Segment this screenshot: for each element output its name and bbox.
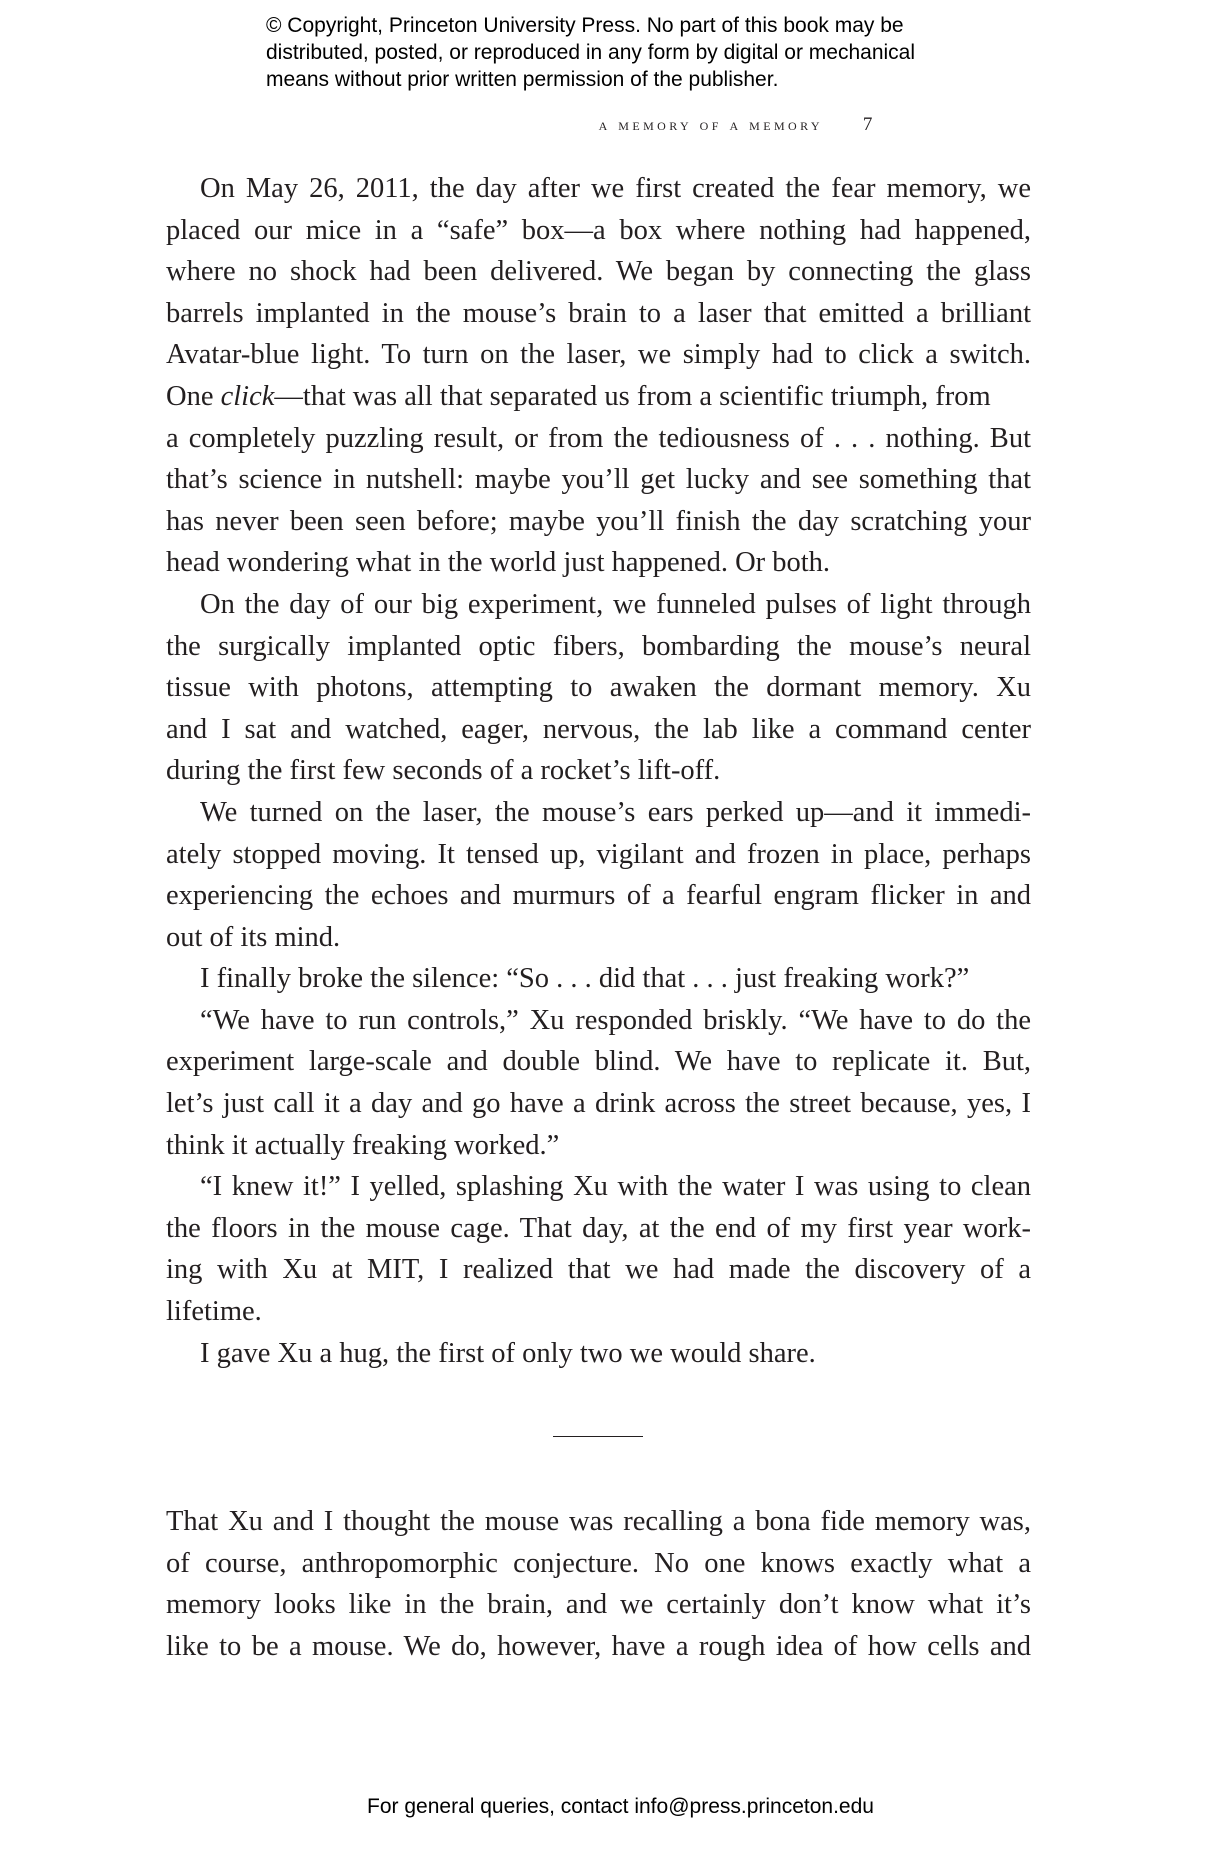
emphasis-click: click	[220, 380, 275, 412]
text-line: lifetime.	[166, 1296, 262, 1328]
footer	[0, 1795, 1225, 1819]
text-line: I gave Xu a hug, the first of only two we would share.	[200, 1337, 816, 1369]
text-line: a completely puzzling result, or from the tediousness of . . . nothing. But	[166, 422, 1031, 454]
text-line: where no shock had been delivered. We began by connecting the glass	[166, 256, 1031, 288]
text-line: the floors in the mouse cage. That day, at the end of my first year work-	[166, 1212, 1031, 1244]
text-line: let’s just call it a day and go have a drink across the street because, yes, I	[166, 1088, 1031, 1120]
page-number: 7	[862, 114, 873, 135]
text-line: Avatar-blue light. To turn on the laser, we simply had to click a switch.	[166, 339, 1031, 371]
footer-contact-text: For general queries, contact info@press.princeton.edu	[367, 1795, 874, 1818]
text-line: of course, anthropomorphic conjecture. No one knows exactly what a	[166, 1547, 1031, 1579]
running-head	[0, 114, 1225, 136]
text-segment: —that was all that separated us from a scientific triumph, from	[274, 380, 991, 412]
text-line: tissue with photons, attempting to awaken the dormant memory. Xu	[166, 672, 1031, 704]
text-line: ately stopped moving. It tensed up, vigilant and frozen in place, perhaps	[166, 838, 1031, 870]
body-text-section-2	[166, 1501, 1031, 1667]
copyright-line: distributed, posted, or reproduced in any form by digital or mechanical	[266, 41, 916, 64]
text-line: We turned on the laser, the mouse’s ears perked up—and it immedi-	[200, 796, 1031, 828]
copyright-line: © Copyright, Princeton University Press. No part of this book may be	[266, 14, 904, 37]
text-line: I finally broke the silence: “So . . . did that . . . just freaking work?”	[200, 963, 970, 995]
running-head-title: a memory of a memory	[598, 115, 823, 134]
text-line: has never been seen before; maybe you’ll finish the day scratching your	[166, 505, 1031, 537]
copyright-line: means without prior written permission of the publisher.	[266, 68, 779, 91]
text-line	[166, 376, 1031, 418]
text-line: “I knew it!” I yelled, splashing Xu with the water I was using to clean	[200, 1171, 1031, 1203]
text-line: that’s science in nutshell: maybe you’ll get lucky and see something that	[166, 464, 1031, 496]
section-break-rule	[553, 1436, 643, 1437]
text-line: think it actually freaking worked.”	[166, 1129, 560, 1161]
body-text	[166, 168, 1031, 1374]
text-line: That Xu and I thought the mouse was recalling a bona fide memory was,	[166, 1506, 1031, 1537]
text-line: out of its mind.	[166, 921, 341, 953]
text-line: experiencing the echoes and murmurs of a fearful engram flicker in and	[166, 880, 1031, 912]
text-line: ing with Xu at MIT, I realized that we had made the discovery of a	[166, 1254, 1031, 1286]
text-line: “We have to run controls,” Xu responded briskly. “We have to do the	[200, 1004, 1031, 1036]
text-line: like to be a mouse. We do, however, have a rough idea of how cells and	[166, 1630, 1031, 1662]
text-segment: One	[166, 380, 221, 412]
text-line: memory looks like in the brain, and we certainly don’t know what it’s	[166, 1589, 1031, 1621]
text-line: the surgically implanted optic fibers, bombarding the mouse’s neural	[166, 630, 1031, 662]
text-line: during the first few seconds of a rocket’s lift-off.	[166, 755, 721, 787]
text-line: head wondering what in the world just happened. Or both.	[166, 547, 831, 579]
text-line: and I sat and watched, eager, nervous, the lab like a command center	[166, 713, 1031, 745]
text-line: experiment large-scale and double blind. We have to replicate it. But,	[166, 1046, 1031, 1078]
text-line: On the day of our big experiment, we funneled pulses of light through	[200, 588, 1031, 620]
text-line: barrels implanted in the mouse’s brain to a laser that emitted a brilliant	[166, 297, 1031, 329]
text-line: On May 26, 2011, the day after we first created the fear memory, we	[200, 173, 1031, 204]
copyright-notice	[266, 12, 986, 93]
text-line: placed our mice in a “safe” box—a box where nothing had happened,	[166, 214, 1031, 246]
